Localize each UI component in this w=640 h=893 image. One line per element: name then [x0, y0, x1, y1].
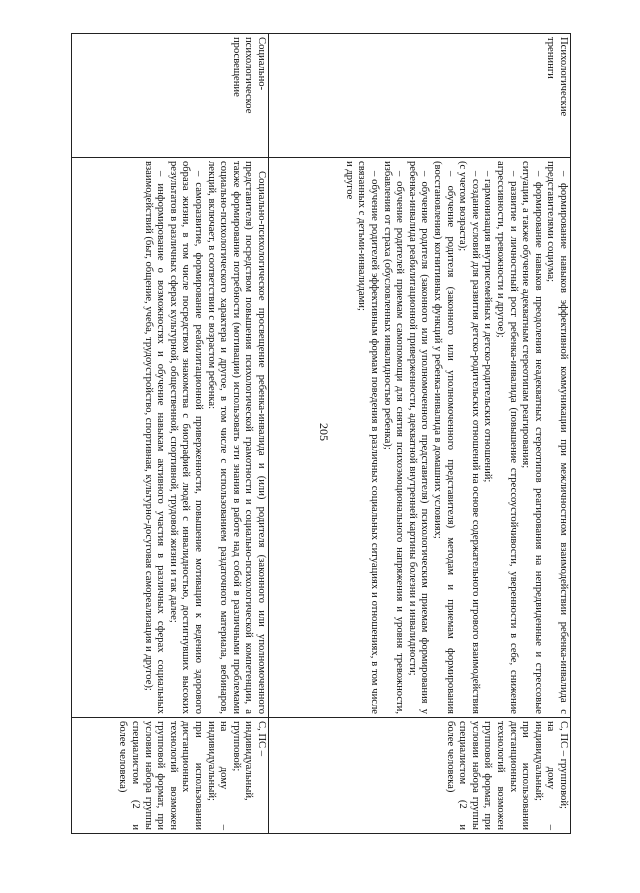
service-format-cell: [72, 718, 269, 834]
content-paragraph: – гармонизация внутрисемейных и детско-родительских отношений;: [482, 171, 494, 483]
format-line: С, ПС – групповой;: [558, 721, 569, 809]
table-row-social-psychological-education: [72, 34, 269, 834]
rotated-table-sheet: [71, 33, 571, 833]
service-format-cell: [269, 718, 571, 834]
format-line: на дому – индивидуальный;: [532, 721, 557, 830]
service-content-cell: [72, 158, 269, 718]
format-line: при использовании дистанционных технологий возможен групповой формат, при условии набора группы специалистом (2 и более человека): [117, 721, 205, 830]
service-title: Психологические тренинги: [545, 37, 569, 117]
content-paragraph: – развитие и личностный рост ребенка-инвалида (повышение стрессоустойчивости, уверенности в себе, снижение агрессивности, тревожности и другое);: [495, 161, 519, 714]
page-number: 205: [317, 423, 331, 441]
format-line: на дому – индивидуальный;: [205, 721, 230, 830]
service-title: Социально-психологическое просвещение: [230, 37, 267, 114]
content-paragraph: – обучение родителя (законного или уполномоченного представителя) психологическим приемам формирования у ребенка-инвалида реабилитационной приверженности, адекватной внутренней картины болезни и инвалидности;: [406, 161, 431, 714]
content-paragraph: – формирование навыков эффективной коммуникации при межличностном взаимодействии ребенка-инвалида с представителями социума;: [545, 161, 569, 714]
content-paragraph: – обучение родителей эффективным формам поведения в различных социальных ситуациях и отношениях, в том числе связанных с детьми-инвалидами;: [356, 161, 381, 714]
content-paragraph: – создание условий для развития детско-родительских отношений на основе содержательного игрового взаимодействия (с учетом возраста);: [457, 161, 481, 714]
content-paragraph: – формирование навыков преодоления неадекватных стереотипов реагирования на непредвиденные и стрессовые ситуации, а также обучение адекватным стереотипам реагирования;: [520, 161, 544, 714]
format-line: С, ПС –: [256, 721, 267, 757]
content-paragraph: – обучение родителя (законного или уполномоченного представителя) методам и приемам формирования (восстановления) когнитивных функций у ребенка-инвалида в домашних условиях;: [432, 161, 456, 714]
content-paragraph: – информирование о возможностях и обучение навыкам активного участия в различных сферах социальных взаимодействий (быт, общение, учеба, трудоустройство, спортивная, культурно-досуговая самореализация и другое);: [142, 161, 167, 714]
table-row-psychological-trainings: [269, 34, 571, 834]
service-title-cell: [72, 34, 269, 158]
service-content-cell: [269, 158, 571, 718]
service-title-cell: [269, 34, 571, 158]
format-line: при использовании дистанционных технологий возможен групповой формат, при условии набора группы специалистом (2 и более человека): [444, 721, 532, 830]
content-paragraph: – обучение родителей приемам самопомощи для снятия психоэмоционального напряжения и уровня тревожности, избавления от страха (обусловленных инвалидностью ребенка);: [381, 161, 406, 714]
rehabilitation-services-table: [71, 33, 571, 834]
format-line: индивидуальный, групповой;: [230, 721, 255, 801]
rotated-table-container: [71, 33, 571, 833]
content-paragraph: – саморазвитие, формирование реабилитационной приверженности, повышение мотивации к ведению здорового образа жизни, в том числе посредством знакомства с биографией людей с инвалидностью, достигнувших высоких результатов в различных сферах культурной, общественной, спортивной, трудовой жизни и так далее;: [167, 161, 205, 714]
content-paragraph: Социально-психологическое просвещение ребенка-инвалида и (или) родителя (законного или уполномоченного представителя) посредством повышения психологической грамотности и социально-психологической компетенции, а также формирование потребности (мотивации) использовать эти знания в работе над собой в различными проблемами социально-психологического характера и другое, в том числе с использованием раздаточного материала, вебинаров, лекций, включает, в соответствии с возрастом ребенка:: [205, 161, 267, 714]
content-paragraph: и другое: [343, 161, 355, 200]
